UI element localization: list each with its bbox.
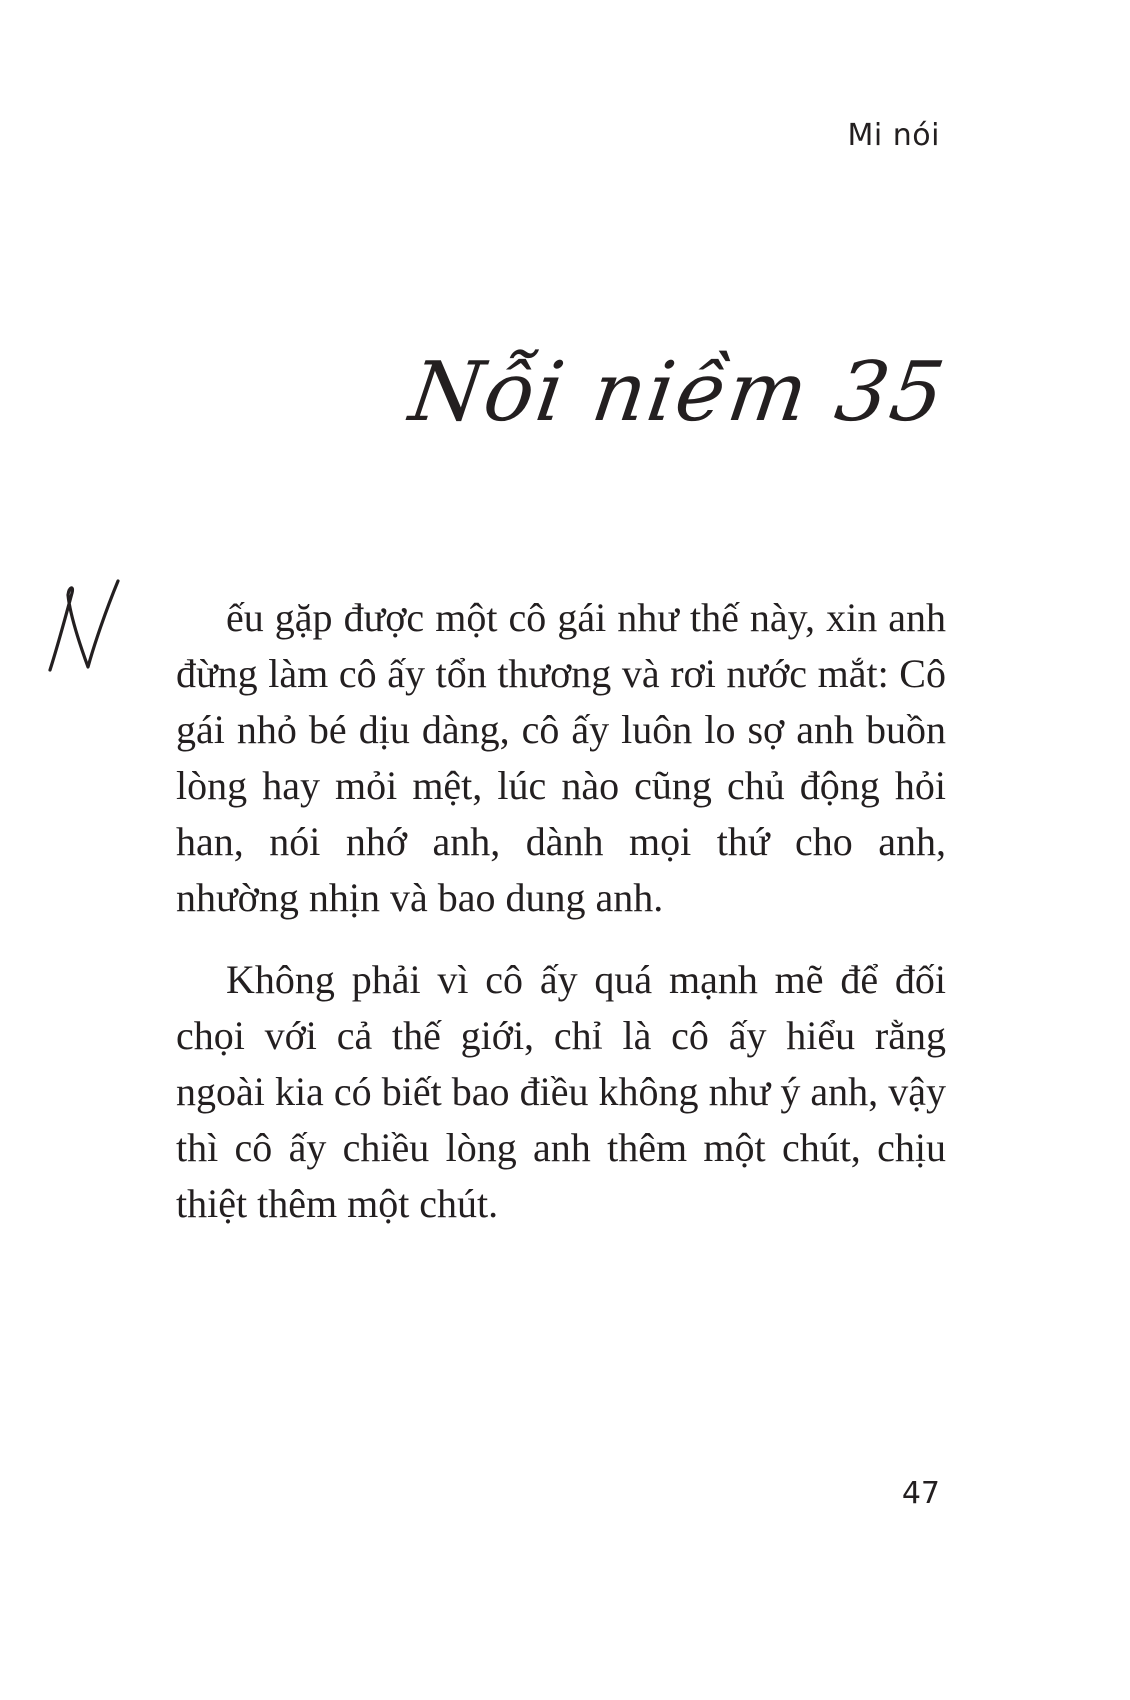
paragraph-1: ếu gặp được một cô gái như thế này, xin anh đừng làm cô ấy tổn thương và rơi nước mắt: Cô gái nhỏ bé dịu dàng, cô ấy luôn lo sợ anh buồn lòng hay mỏi mệt, lúc nào cũng chủ động hỏi han, nói nhớ anh, dành mọi thứ cho anh, nhường nhịn và bao dung anh. <box>176 595 946 920</box>
paragraph-2: Không phải vì cô ấy quá mạnh mẽ để đối chọi với cả thế giới, chỉ là cô ấy hiểu rằng ngoài kia có biết bao điều không như ý anh, vậy thì cô ấy chiều lòng anh thêm một chút, chịu thiệt thêm một chút. <box>176 957 946 1226</box>
body-text <box>176 590 946 1258</box>
running-header: Mi nói <box>847 118 940 153</box>
chapter-title: Nỗi niềm 35 <box>404 345 952 440</box>
page-number: 47 <box>901 1476 940 1511</box>
drop-cap-n <box>36 575 126 685</box>
